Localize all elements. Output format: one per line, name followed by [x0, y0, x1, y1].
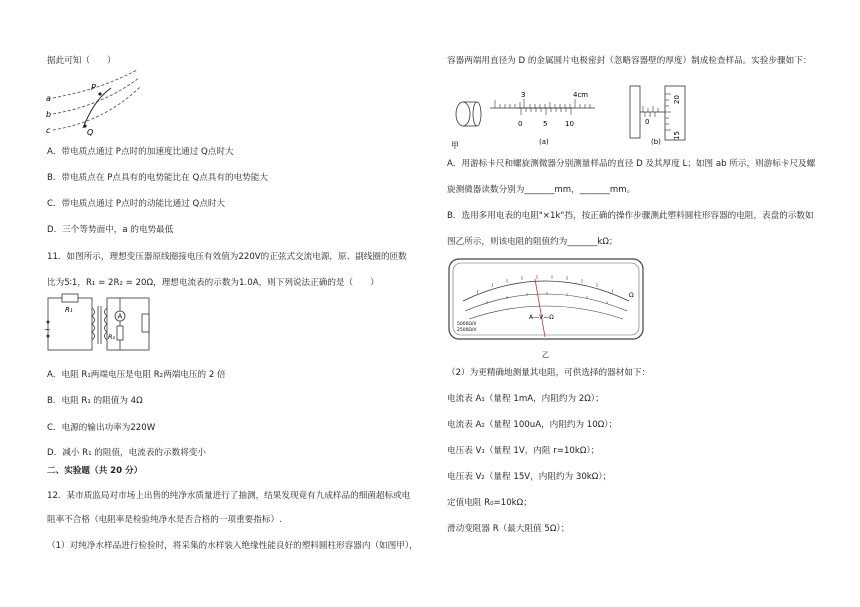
- q12-line1: 12．某市质监局对市场上出售的纯净水质量进行了抽测，结果发现竟有九成样品的细菌超标或电: [47, 491, 411, 501]
- q11-stem-line2: 比为5∶1，R₁ = 2R₂ = 20Ω，理想电流表的示数为1.0A，则下列说法正确的是（ ）: [47, 278, 379, 288]
- equipment-a2: 电流表 A₂（量程 100uA，内阻约为 10Ω）；: [447, 420, 618, 430]
- right-line1: 容器两端用直径为 D 的金属圆片电极密封（忽略容器壁的厚度）制成检查样品。实验步骤如下：: [447, 56, 812, 66]
- section-title: 二、实验题（共 20 分）: [47, 466, 143, 476]
- label-p: P: [91, 83, 96, 92]
- micro-15: 15: [673, 131, 681, 140]
- multimeter-dial-figure: [447, 257, 647, 361]
- step-b-line2: 图乙所示，则该电阻的阻值约为_______kΩ；: [447, 237, 618, 247]
- scale-left-2: 2500Ω/V: [457, 328, 477, 333]
- label-r2: R₂: [108, 333, 116, 341]
- equipment-v2: 电压表 V₂（量程 15V，内阻约为 30kΩ）；: [447, 472, 612, 482]
- vernier-5: 5: [543, 120, 548, 128]
- scale-left-1: 5000Ω/V: [457, 322, 477, 327]
- label-a-fig: (a): [539, 138, 549, 146]
- vernier-10: 10: [565, 120, 574, 128]
- label-yi: 乙: [542, 351, 549, 359]
- step-a-line1: A．用游标卡尺和螺旋测微器分别测量样品的直径 D 及其厚度 L；如图 ab 所示，则游标卡尺及螺: [447, 159, 816, 169]
- q10-option-b: B．带电质点在 P点具有的电势能比在 Q点具有的电势能大: [47, 173, 268, 183]
- q12-line2: 阻率不合格（电阻率是检验纯净水是否合格的一项重要指标）.: [47, 515, 282, 525]
- step-b-line1: B．选用多用电表的电阻"×1k"挡，按正确的操作步骤测此塑料圆柱形容器的电阻，表盘的示数如: [447, 211, 814, 221]
- q10-option-c: C．带电质点通过 P点时的动能比通过 Q点时大: [47, 199, 226, 209]
- q11-stem-line1: 11．如图所示，理想变压器原线圈接电压有效值为220V的正弦式交流电源，原、副线圈的匝数: [47, 252, 407, 262]
- label-r1: R₁: [65, 306, 73, 314]
- part2-intro: （2）为更精确地测量其电阻，可供选择的器材如下：: [447, 368, 651, 378]
- caliper-4cm: 4cm: [573, 91, 589, 99]
- svg-text:~: ~: [44, 325, 51, 334]
- step-a-line2: 旋测微器读数分别为_______mm，_______mm。: [447, 185, 636, 195]
- q10-option-a: A．带电质点通过 P点时的加速度比通过 Q点时大: [47, 147, 234, 157]
- q10-equipotential-figure: [45, 68, 145, 140]
- omega-symbol: Ω: [629, 292, 634, 299]
- equipment-r0: 定值电阻 R₀=10kΩ；: [447, 498, 532, 508]
- caliper-3: 3: [521, 91, 526, 99]
- q10-option-d: D．三个等势面中，a 的电势最低: [47, 225, 174, 235]
- label-jia: 甲: [451, 141, 459, 150]
- left-column: [0, 0, 418, 607]
- label-b-fig: (b): [651, 138, 661, 146]
- q10-stem-tail: 据此可知（ ）: [47, 56, 116, 66]
- vernier-0: 0: [518, 120, 523, 128]
- av-omega-label: A—V—Ω: [529, 314, 554, 321]
- label-q: Q: [87, 128, 94, 137]
- label-c: c: [46, 126, 51, 135]
- q11-option-a: A．电阻 R₁两端电压是电阻 R₂两端电压的 2 倍: [47, 370, 226, 380]
- equipment-v1: 电压表 V₁（量程 1V，内阻 r=10kΩ）；: [447, 446, 600, 456]
- label-a: a: [46, 94, 51, 103]
- q11-option-c: C．电源的输出功率为220W: [47, 423, 156, 433]
- q12-line3: （1）对纯净水样品进行检验时，将采集的水样装入绝缘性能良好的塑料圆柱形容器内（如图甲），: [47, 541, 418, 551]
- q11-option-d: D．减小 R₁ 的阻值，电流表的示数将变小: [47, 448, 206, 458]
- micro-0: 0: [645, 118, 650, 126]
- measurement-figure: [445, 82, 705, 152]
- micro-20: 20: [673, 95, 681, 104]
- right-column: [430, 0, 830, 607]
- label-b: b: [46, 110, 52, 119]
- equipment-r: 滑动变阻器 R（最大阻值 5Ω）；: [447, 524, 570, 534]
- q11-transformer-figure: [38, 292, 158, 358]
- q11-option-b: B．电阻 R₁ 的阻值为 4Ω: [47, 396, 143, 406]
- equipment-a1: 电流表 A₁（量程 1mA，内阻约为 2Ω）；: [447, 394, 604, 404]
- ammeter-label: A: [117, 312, 123, 321]
